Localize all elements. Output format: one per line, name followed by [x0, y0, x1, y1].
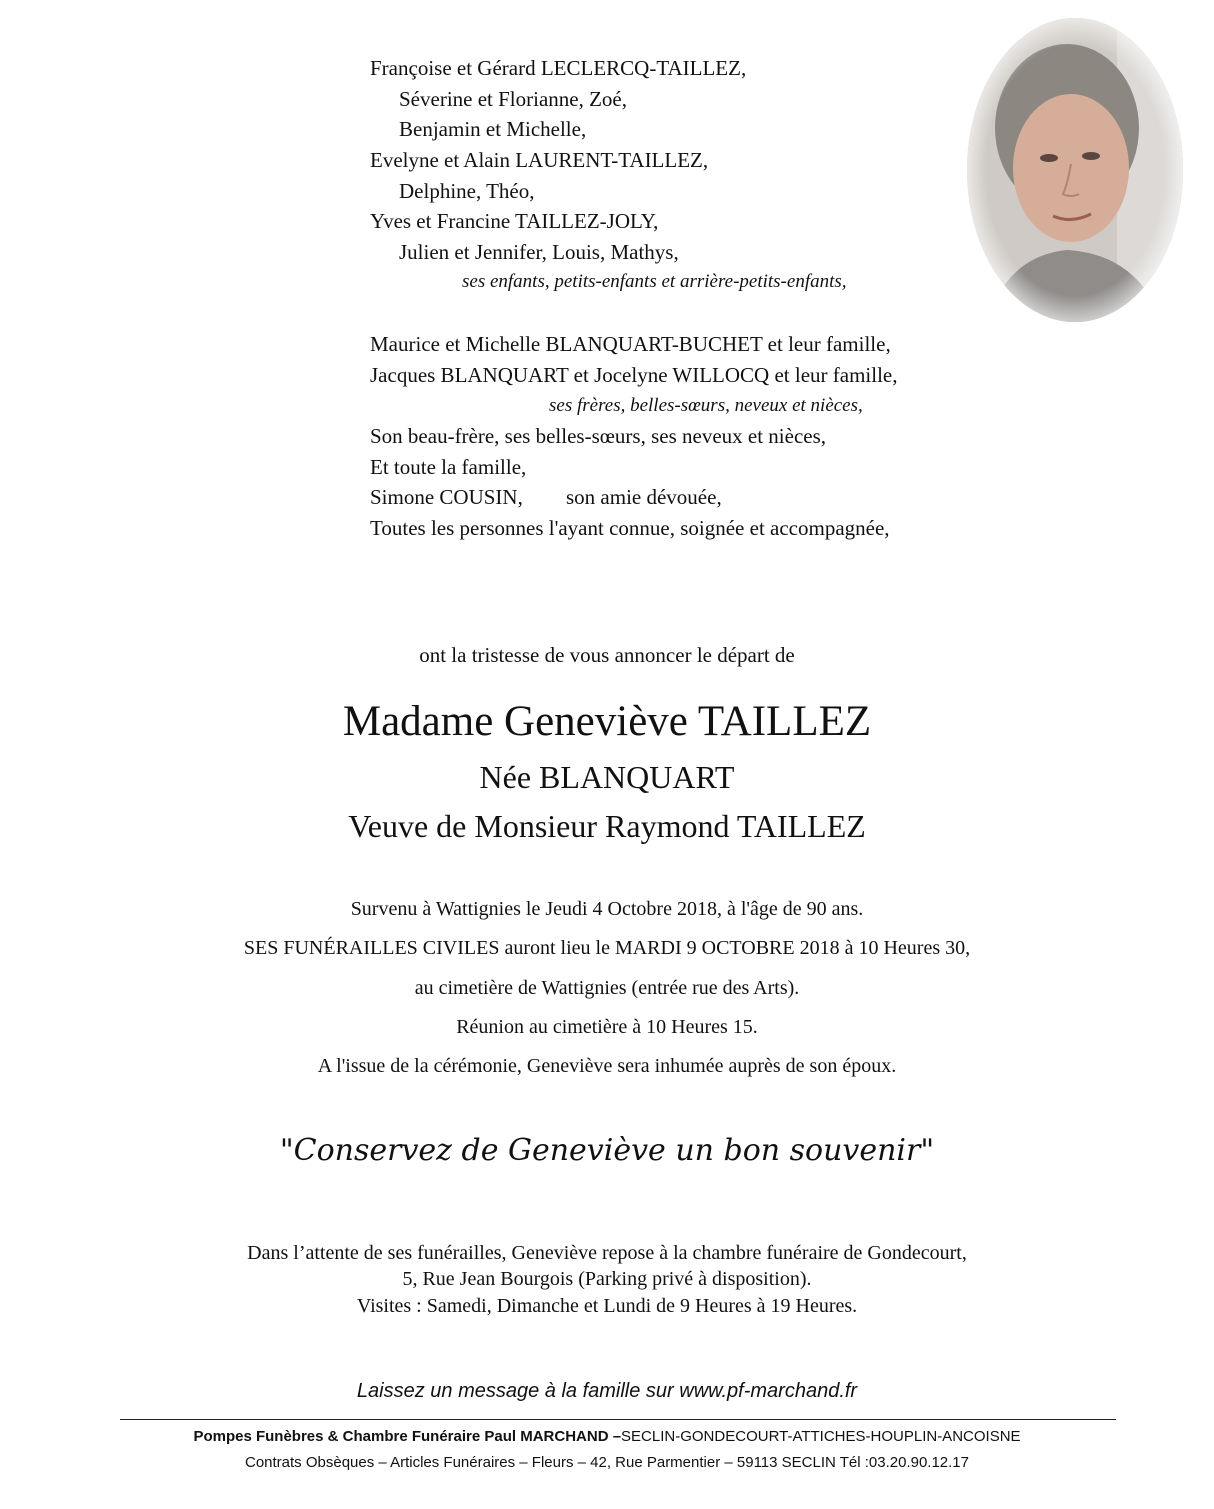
- portrait-photo: [967, 18, 1183, 322]
- family-line: Evelyne et Alain LAURENT-TAILLEZ,: [370, 148, 709, 172]
- family-line: Delphine, Théo,: [399, 179, 535, 203]
- detail-line: A l'issue de la cérémonie, Geneviève sera inhumée auprès de son époux.: [317, 1055, 897, 1077]
- detail-line: SES FUNÉRAILLES CIVILES auront lieu le MARDI 9 OCTOBRE 2018 à 10 Heures 30,: [243, 937, 971, 959]
- footer-contact: Contrats Obsèques – Articles Funéraires – Fleurs – 42, Rue Parmentier – 59113 SECLIN Tél :03.20.90.12.17: [244, 1454, 969, 1471]
- detail-line: au cimetière de Wattignies (entrée rue des Arts).: [414, 977, 800, 999]
- family-line: Julien et Jennifer, Louis, Mathys,: [399, 240, 679, 264]
- family-line: Françoise et Gérard LECLERCQ-TAILLEZ,: [370, 56, 747, 80]
- detail-line: Réunion au cimetière à 10 Heures 15.: [456, 1016, 758, 1038]
- footer-company: [0, 1428, 1214, 1445]
- repose-line: Dans l’attente de ses funérailles, Geneviève repose à la chambre funéraire de Gondecourt,: [247, 1242, 967, 1264]
- message-link-text: Laissez un message à la famille sur www.pf-marchand.fr: [356, 1380, 858, 1402]
- detail-line: Survenu à Wattignies le Jeudi 4 Octobre 2018, à l'âge de 90 ans.: [350, 898, 864, 920]
- family-relation-caption: ses enfants, petits-enfants et arrière-petits-enfants,: [462, 271, 847, 292]
- family-line: Toutes les personnes l'ayant connue, soignée et accompagnée,: [370, 516, 890, 540]
- maiden-name: Née BLANQUART: [479, 759, 735, 795]
- family-line: Benjamin et Michelle,: [399, 117, 587, 141]
- deceased-name: Madame Geneviève TAILLEZ: [342, 698, 872, 745]
- family-line: Séverine et Florianne, Zoé,: [399, 87, 628, 111]
- company-locations: SECLIN-GONDECOURT-ATTICHES-HOUPLIN-ANCOISNE: [621, 1428, 1021, 1445]
- repose-line: 5, Rue Jean Bourgois (Parking privé à disposition).: [402, 1268, 812, 1290]
- portrait-image: [967, 18, 1183, 322]
- family-relation-caption: ses frères, belles-sœurs, neveux et nièces,: [549, 395, 863, 416]
- widow-of: Veuve de Monsieur Raymond TAILLEZ: [348, 808, 866, 844]
- company-name: Pompes Funèbres & Chambre Funéraire Paul MARCHAND –: [193, 1428, 622, 1445]
- family-line: Maurice et Michelle BLANQUART-BUCHET et leur famille,: [370, 332, 891, 356]
- family-line: Yves et Francine TAILLEZ-JOLY,: [370, 209, 659, 233]
- family-line: Son beau-frère, ses belles-sœurs, ses neveux et nièces,: [370, 424, 827, 448]
- memorial-quote: "Conservez de Geneviève un bon souvenir": [279, 1133, 935, 1168]
- footer-divider: [120, 1419, 1116, 1420]
- repose-line: Visites : Samedi, Dimanche et Lundi de 9 Heures à 19 Heures.: [356, 1295, 858, 1317]
- family-line: Simone COUSIN,: [370, 485, 523, 509]
- family-line: Et toute la famille,: [370, 455, 527, 479]
- announcement-text: ont la tristesse de vous annoncer le départ de: [419, 643, 795, 667]
- family-line: son amie dévouée,: [566, 485, 722, 509]
- family-line: Jacques BLANQUART et Jocelyne WILLOCQ et leur famille,: [370, 363, 898, 387]
